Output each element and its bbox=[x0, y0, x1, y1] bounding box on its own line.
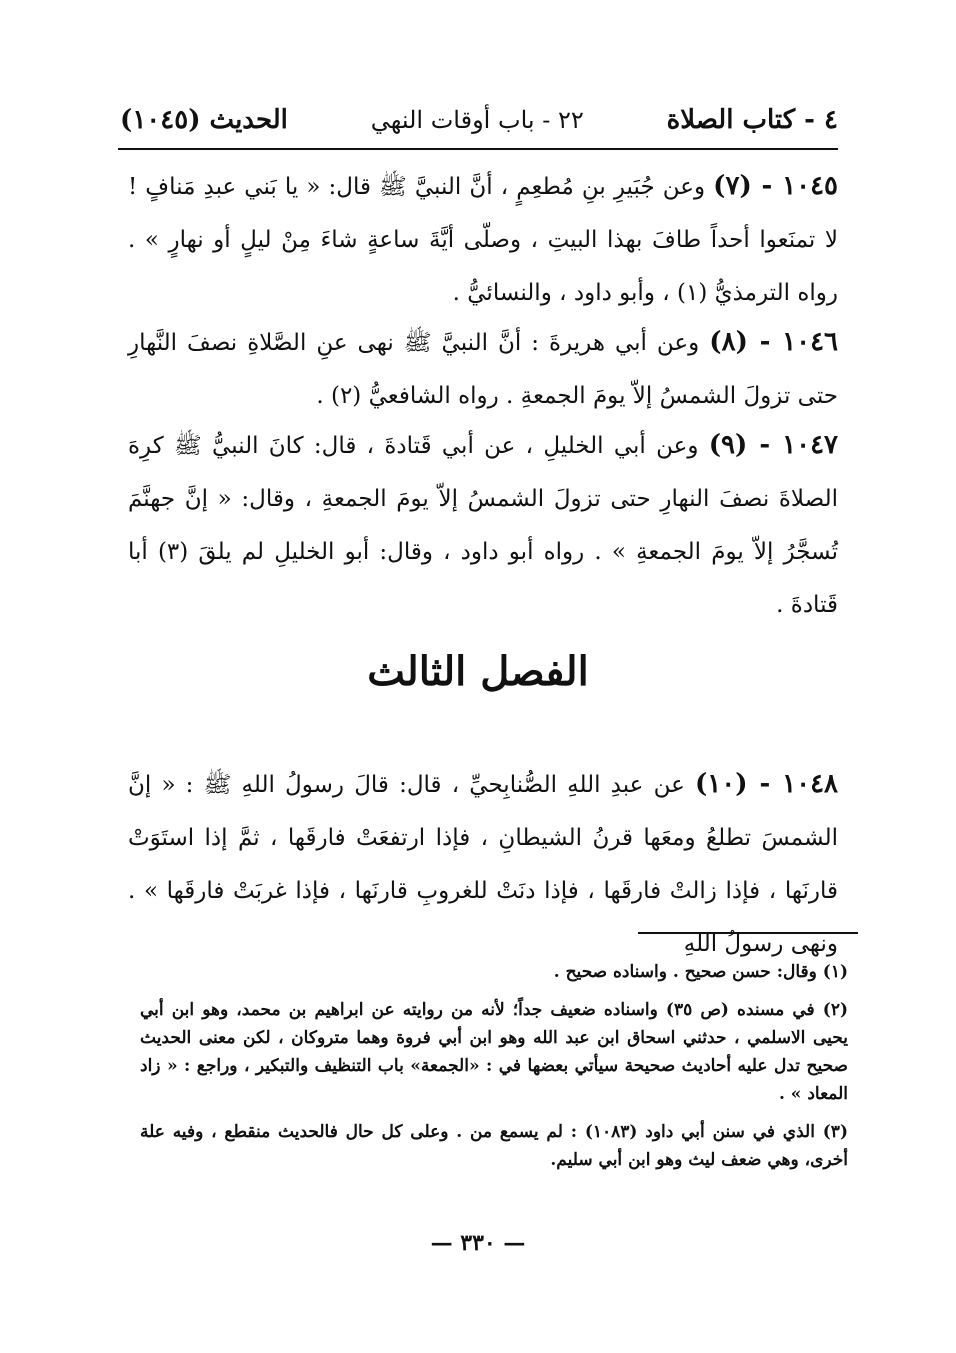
hadith-number: ١٠٤٥ - (٧) bbox=[713, 171, 839, 201]
hadith-text: وعن جُبَيرِ بنِ مُطعِمٍ ، أنَّ النبيَّ ﷺ قال: « يا بَني عبدِ مَنافٍ ! لا تمنَعوا أحداً طافَ بهذا البيتِ ، وصلّى أيَّةَ ساعةٍ شاءَ مِنْ ليلٍ أو نهارٍ » . رواه الترمذيُّ (١) ، وأبو داود ، والنسائيُّ . bbox=[128, 174, 838, 306]
hadith-number: ١٠٤٨ - (١٠) bbox=[694, 769, 838, 799]
hadith-number: ١٠٤٧ - (٩) bbox=[708, 430, 839, 460]
hadith-1048 bbox=[128, 758, 838, 971]
footnote-3: (٣) الذي في سنن أبي داود (١٠٨٣) : لم يسمع من . وعلى كل حال فالحديث منقطع ، وفيه علة أخرى، وهي ضعف ليث وهو ابن أبي سليم. bbox=[140, 1122, 848, 1170]
hadith-1047 bbox=[128, 419, 838, 632]
footnotes bbox=[140, 958, 848, 1184]
header-divider bbox=[118, 148, 838, 150]
header-section: ٢٢ - باب أوقات النهي bbox=[370, 106, 584, 134]
hadith-number: ١٠٤٦ - (٨) bbox=[709, 327, 839, 357]
header-hadith-number: الحديث (١٠٤٥) bbox=[120, 105, 288, 135]
section-title: الفصل الثالث bbox=[367, 648, 589, 695]
footnote-2: (٢) في مسنده (ص ٣٥) واسناده ضعيف جداً؛ لأنه من روايته عن ابراهيم بن محمد، وهو ابن أبي يحيى الاسلمي ، حدثني اسحاق ابن عبد الله وهو ابن أبي فروة وهما متروكان ، لكن معنى الحديث صحيح تدل عليه أحاديث صحيحة سيأتي بعضها في : «الجمعة» باب التنظيف والتبكير ، وراجع : « زاد المعاد » . bbox=[140, 1000, 849, 1104]
footnote-1: (١) وقال: حسن صحيح . واسناده صحيح . bbox=[553, 962, 848, 982]
page-number: — ٣٣٠ — bbox=[430, 1230, 526, 1256]
footnote-divider bbox=[638, 932, 858, 934]
hadith-text: عن عبدِ اللهِ الصُّنابِحيِّ ، قال: قالَ رسولُ اللهِ ﷺ : « إنَّ الشمسَ تطلعُ ومعَها قرنُ الشيطانِ ، فإذا ارتفعَتْ فارقَها ، ثمَّ إذا استَوَتْ قارنَها ، فإذا زالتْ فارقَها ، فإذا دنَتْ للغروبِ قارنَها ، فإذا غربَتْ فارقَها » . ونهى رسولُ اللهِ bbox=[128, 772, 838, 957]
hadith-text: وعن أبي الخليلِ ، عن أبي قَتادةَ ، قال: كانَ النبيُّ ﷺ كرِهَ الصلاةَ نصفَ النهارِ حتى تزولَ الشمسُ إلاّ يومَ الجمعةِ ، وقال: « إنَّ جهنَّمَ تُسجَّرُ إلاّ يومَ الجمعةِ » . رواه أبو داود ، وقال: أبو الخليلِ لم يلقَ (٣) أبا قَتادةَ . bbox=[128, 433, 838, 618]
page-header bbox=[120, 95, 838, 145]
hadith-text: وعن أبي هريرةَ : أنَّ النبيَّ ﷺ نهى عنِ الصَّلاةِ نصفَ النَّهارِ حتى تزولَ الشمسُ إلاّ يومَ الجمعةِ . رواه الشافعيُّ (٢) . bbox=[128, 330, 838, 409]
header-chapter: ٤ - كتاب الصلاة bbox=[666, 105, 838, 135]
hadith-1045 bbox=[128, 160, 838, 320]
hadith-1046 bbox=[128, 316, 838, 423]
